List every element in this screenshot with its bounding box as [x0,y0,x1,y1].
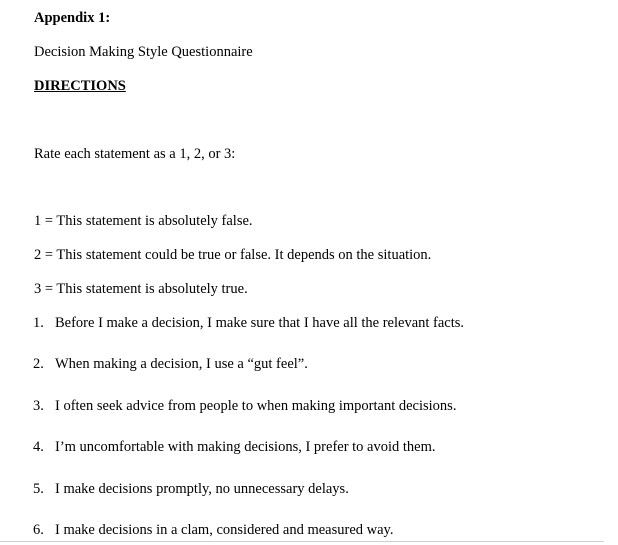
statement-item [33,521,393,539]
statement-item [33,397,456,415]
statement-text: I make decisions promptly, no unnecessary delays. [55,481,349,497]
statement-number: 2. [33,356,44,372]
statement-text: I make decisions in a clam, considered and measured way. [55,522,394,538]
statement-number: 6. [33,522,44,538]
page-bottom-divider [0,541,604,542]
statement-text: I’m uncomfortable with making decisions, I prefer to avoid them. [55,439,436,455]
statement-number: 1. [33,315,44,331]
statement-item [33,438,436,456]
scale-item-2: 2 = This statement could be true or false. It depends on the situation. [34,247,432,263]
statement-text: Before I make a decision, I make sure that I have all the relevant facts. [55,315,465,331]
statement-number: 3. [33,398,44,414]
statement-text: I often seek advice from people to when making important decisions. [55,398,457,414]
appendix-heading: Appendix 1: [34,10,111,26]
questionnaire-title: Decision Making Style Questionnaire [34,44,253,60]
rating-instruction: Rate each statement as a 1, 2, or 3: [34,146,236,162]
statement-item [33,480,349,498]
statement-item [33,314,464,332]
scale-item-3: 3 = This statement is absolutely true. [34,281,248,297]
statement-number: 4. [33,439,44,455]
statement-number: 5. [33,481,44,497]
statement-text: When making a decision, I use a “gut feel”. [55,356,308,372]
scale-item-1: 1 = This statement is absolutely false. [34,213,253,229]
directions-heading: DIRECTIONS [34,78,126,94]
statement-item [33,355,308,373]
